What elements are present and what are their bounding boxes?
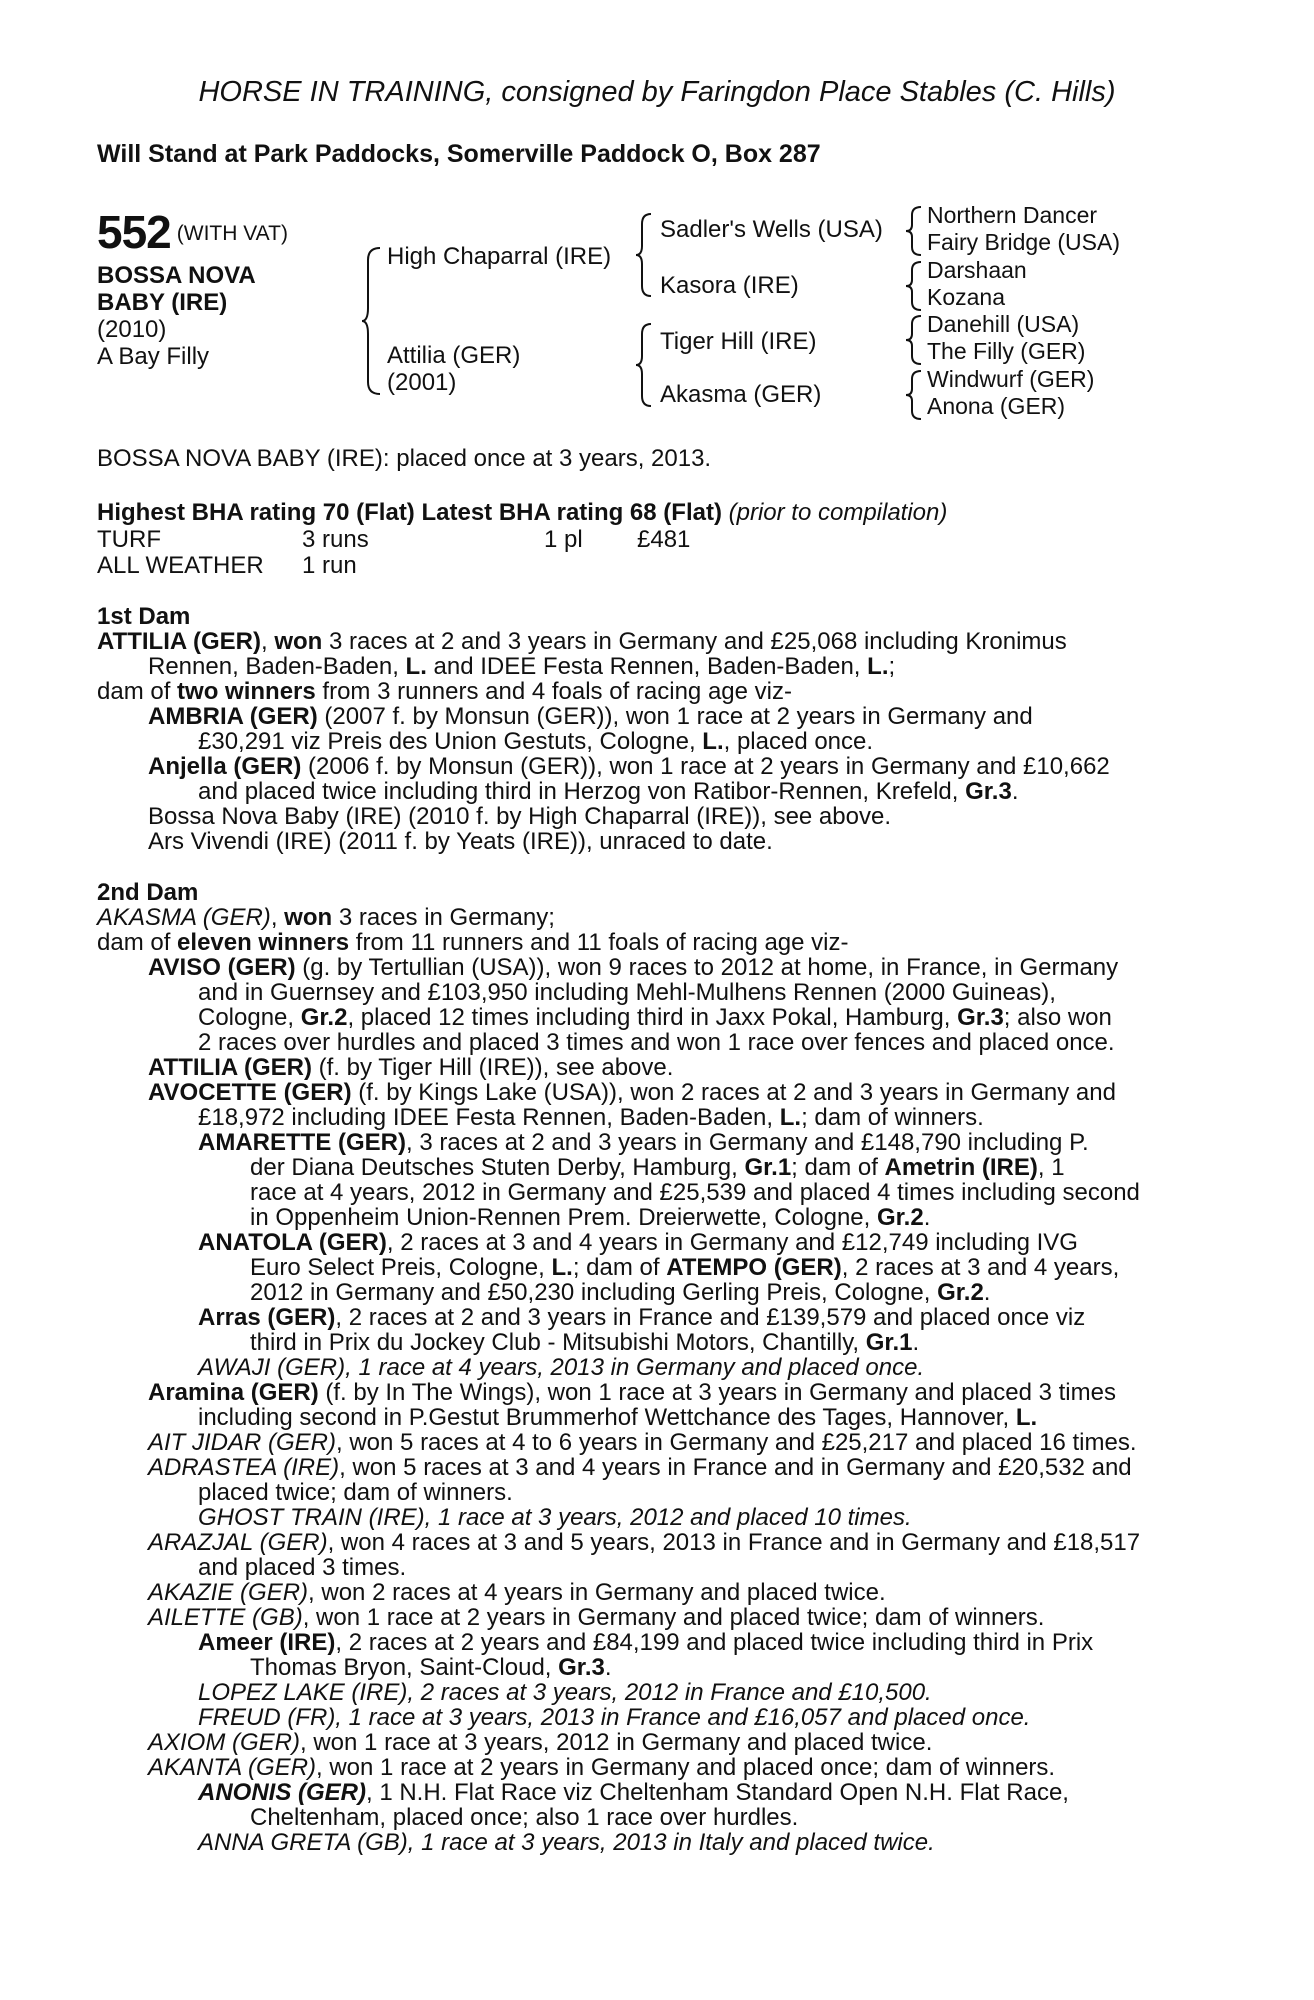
pedigree-sire: High Chaparral (IRE)	[387, 243, 612, 270]
anonis-line1: ANONIS (GER), 1 N.H. Flat Race viz Cheltenham Standard Open N.H. Flat Race,	[198, 1779, 1069, 1806]
horse-name-line2: BABY (IRE)	[97, 289, 228, 316]
pedigree-g4-6: The Filly (GER)	[927, 338, 1086, 364]
first-dam-heading: 1st Dam	[97, 603, 191, 630]
ars-vivendi-line: Ars Vivendi (IRE) (2011 f. by Yeats (IRE)), unraced to date.	[148, 828, 773, 855]
horse-year: (2010)	[97, 316, 167, 343]
ghost-train-line: GHOST TRAIN (IRE), 1 race at 3 years, 2012 and placed 10 times.	[198, 1504, 912, 1531]
amarette-line3: race at 4 years, 2012 in Germany and £25,539 and placed 4 times including second	[250, 1179, 1140, 1206]
turf-label: TURF	[97, 526, 161, 553]
freud-line: FREUD (FR), 1 race at 3 years, 2013 in France and £16,057 and placed once.	[198, 1704, 1031, 1731]
anna-greta-line: ANNA GRETA (GB), 1 race at 3 years, 2013 in Italy and placed twice.	[198, 1829, 935, 1856]
pedigree-brace-g4-4	[904, 369, 924, 421]
first-dam-produce-summary: dam of two winners from 3 runners and 4 foals of racing age viz-	[97, 678, 792, 705]
lot-number-block	[97, 205, 288, 259]
amarette-line1: AMARETTE (GER), 3 races at 2 and 3 years in Germany and £148,790 including P.	[198, 1129, 1089, 1156]
akazie-line: AKAZIE (GER), won 2 races at 4 years in Germany and placed twice.	[148, 1579, 886, 1606]
ailette-line: AILETTE (GB), won 1 race at 2 years in Germany and placed twice; dam of winners.	[148, 1604, 1045, 1631]
ambria-line2: £30,291 viz Preis des Union Gestuts, Cologne, L., placed once.	[198, 728, 874, 755]
pedigree-brace-dam	[634, 322, 654, 408]
pedigree-dam-dam: Akasma (GER)	[660, 381, 822, 408]
second-dam-line1: AKASMA (GER), won 3 races in Germany;	[97, 904, 555, 931]
arras-line2: third in Prix du Jockey Club - Mitsubishi Motors, Chantilly, Gr.1.	[250, 1329, 920, 1356]
adrastea-line1: ADRASTEA (IRE), won 5 races at 3 and 4 years in France and in Germany and £20,532 and	[148, 1454, 1132, 1481]
anatola-line3: 2012 in Germany and £50,230 including Gerling Preis, Cologne, Gr.2.	[250, 1279, 991, 1306]
pedigree-brace-g4-1	[904, 205, 924, 257]
second-dam-produce-summary: dam of eleven winners from 11 runners and 11 foals of racing age viz-	[97, 929, 849, 956]
aviso-line4: 2 races over hurdles and placed 3 times and won 1 race over fences and placed once.	[198, 1029, 1115, 1056]
horse-name-line1: BOSSA NOVA	[97, 262, 256, 289]
arazjal-line1: ARAZJAL (GER), won 4 races at 3 and 5 years, 2013 in France and in Germany and £18,517	[148, 1529, 1141, 1556]
turf-placed: 1 pl	[544, 526, 583, 553]
pedigree-dam-sire: Tiger Hill (IRE)	[660, 328, 817, 355]
avocette-line1: AVOCETTE (GER) (f. by Kings Lake (USA)), won 2 races at 2 and 3 years in Germany and	[148, 1079, 1116, 1106]
amarette-line2: der Diana Deutsches Stuten Derby, Hamburg, Gr.1; dam of Ametrin (IRE), 1	[250, 1154, 1065, 1181]
turf-runs: 3 runs	[302, 526, 369, 553]
anjella-line1: Anjella (GER) (2006 f. by Monsun (GER)), won 1 race at 2 years in Germany and £10,662	[148, 753, 1110, 780]
arazjal-line2: and placed 3 times.	[198, 1554, 407, 1581]
race-summary: BOSSA NOVA BABY (IRE): placed once at 3 years, 2013.	[97, 445, 712, 472]
pedigree-g4-3: Darshaan	[927, 257, 1027, 283]
axiom-line: AXIOM (GER), won 1 race at 3 years, 2012 in Germany and placed twice.	[148, 1729, 933, 1756]
attilia-line: ATTILIA (GER) (f. by Tiger Hill (IRE)), see above.	[148, 1054, 674, 1081]
pedigree-g4-4: Kozana	[927, 284, 1006, 310]
pedigree-g4-5: Danehill (USA)	[927, 311, 1080, 337]
ameer-line2: Thomas Bryon, Saint-Cloud, Gr.3.	[250, 1654, 612, 1681]
bossa-nova-baby-line: Bossa Nova Baby (IRE) (2010 f. by High Chaparral (IRE)), see above.	[148, 803, 891, 830]
lopez-lake-line: LOPEZ LAKE (IRE), 2 races at 3 years, 2012 in France and £10,500.	[198, 1679, 932, 1706]
ameer-line1: Ameer (IRE), 2 races at 2 years and £84,199 and placed twice including third in Prix	[198, 1629, 1094, 1656]
amarette-line4: in Oppenheim Union-Rennen Prem. Dreierwette, Cologne, Gr.2.	[250, 1204, 931, 1231]
pedigree-brace-main	[360, 246, 384, 396]
pedigree-sire-dam: Kasora (IRE)	[660, 272, 799, 299]
pedigree-brace-sire	[634, 212, 654, 298]
arras-line1: Arras (GER), 2 races at 2 and 3 years in France and £139,579 and placed once viz	[198, 1304, 1086, 1331]
ait-jidar-line: AIT JIDAR (GER), won 5 races at 4 to 6 years in Germany and £25,217 and placed 16 times.	[148, 1429, 1137, 1456]
second-dam-heading: 2nd Dam	[97, 879, 199, 906]
pedigree-dam-year: (2001)	[387, 369, 457, 396]
pedigree-g4-2: Fairy Bridge (USA)	[927, 229, 1120, 255]
ratings-line: Highest BHA rating 70 (Flat) Latest BHA rating 68 (Flat) (prior to compilation)	[97, 499, 948, 526]
pedigree-g4-7: Windwurf (GER)	[927, 366, 1095, 392]
pedigree-g4-8: Anona (GER)	[927, 393, 1066, 419]
avocette-line2: £18,972 including IDEE Festa Rennen, Baden-Baden, L.; dam of winners.	[198, 1104, 984, 1131]
pedigree-g4-1: Northern Dancer	[927, 202, 1098, 228]
first-dam-line2: Rennen, Baden-Baden, L. and IDEE Festa Rennen, Baden-Baden, L.;	[148, 653, 896, 680]
ambria-line1: AMBRIA (GER) (2007 f. by Monsun (GER)), won 1 race at 2 years in Germany and	[148, 703, 1033, 730]
first-dam-line1: ATTILIA (GER), won 3 races at 2 and 3 years in Germany and £25,068 including Kronimus	[97, 628, 1067, 655]
anatola-line1: ANATOLA (GER), 2 races at 3 and 4 years in Germany and £12,749 including IVG	[198, 1229, 1078, 1256]
aramina-line1: Aramina (GER) (f. by In The Wings), won 1 race at 3 years in Germany and placed 3 times	[148, 1379, 1116, 1406]
lot-number: 552	[97, 206, 171, 258]
all-weather-label: ALL WEATHER	[97, 552, 264, 579]
horse-description: A Bay Filly	[97, 343, 210, 370]
anatola-line2: Euro Select Preis, Cologne, L.; dam of ATEMPO (GER), 2 races at 3 and 4 years,	[250, 1254, 1120, 1281]
pedigree-brace-g4-2	[904, 260, 924, 312]
akanta-line: AKANTA (GER), won 1 race at 2 years in Germany and placed once; dam of winners.	[148, 1754, 1056, 1781]
pedigree-brace-g4-3	[904, 314, 924, 366]
aramina-line2: including second in P.Gestut Brummerhof Wettchance des Tages, Hannover, L.	[198, 1404, 1038, 1431]
aviso-line1: AVISO (GER) (g. by Tertullian (USA)), won 9 races to 2012 at home, in France, in Germany	[148, 954, 1119, 981]
awaji-line: AWAJI (GER), 1 race at 4 years, 2013 in Germany and placed once.	[198, 1354, 925, 1381]
turf-prize: £481	[637, 526, 691, 553]
pedigree-dam: Attilia (GER)	[387, 342, 521, 369]
adrastea-line2: placed twice; dam of winners.	[198, 1479, 513, 1506]
pedigree-sire-sire: Sadler's Wells (USA)	[660, 216, 883, 243]
page-title: HORSE IN TRAINING, consigned by Faringdon Place Stables (C. Hills)	[198, 76, 1116, 108]
anjella-line2: and placed twice including third in Herzog von Ratibor-Rennen, Krefeld, Gr.3.	[198, 778, 1019, 805]
stand-location: Will Stand at Park Paddocks, Somerville Paddock O, Box 287	[97, 140, 821, 168]
aviso-line3: Cologne, Gr.2, placed 12 times including third in Jaxx Pokal, Hamburg, Gr.3; also won	[198, 1004, 1112, 1031]
all-weather-runs: 1 run	[302, 552, 357, 579]
vat-note: (WITH VAT)	[176, 222, 288, 245]
aviso-line2: and in Guernsey and £103,950 including Mehl-Mulhens Rennen (2000 Guineas),	[198, 979, 1056, 1006]
anonis-line2: Cheltenham, placed once; also 1 race over hurdles.	[250, 1804, 799, 1831]
